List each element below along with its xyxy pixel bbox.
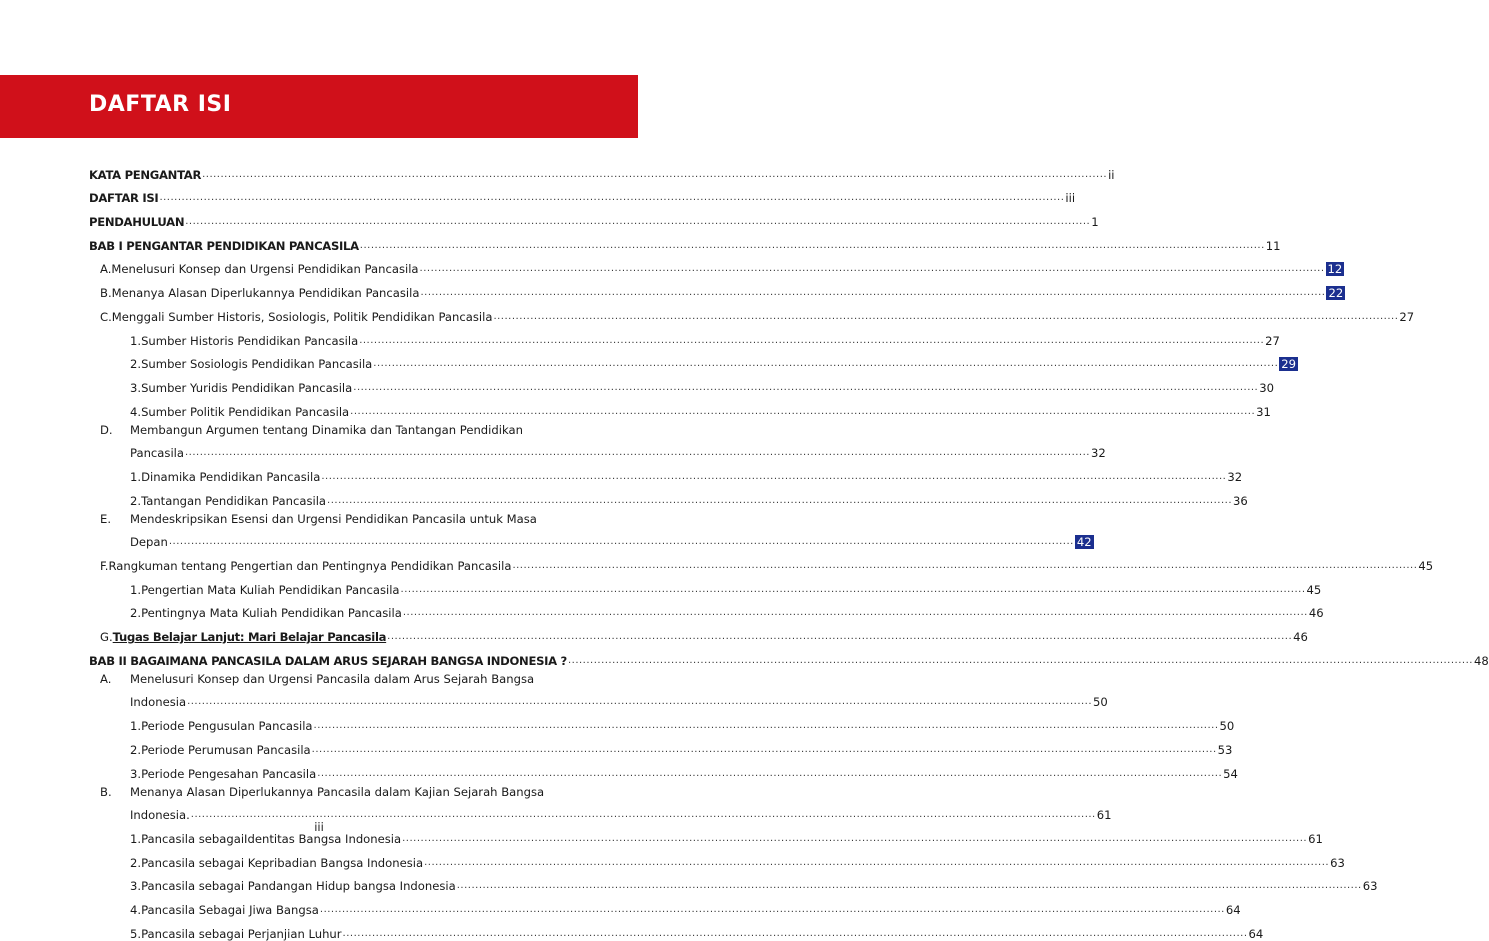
toc-entry-page: 45 <box>1306 582 1322 597</box>
toc-entry[interactable] <box>89 324 1280 348</box>
toc-entry-number: 2. <box>130 357 142 372</box>
toc-entry-number: 1. <box>130 333 142 348</box>
toc-entry-title: Indonesia. <box>130 808 190 823</box>
toc-entry[interactable] <box>89 686 1108 710</box>
toc-entry-number: G. <box>100 630 113 645</box>
toc-entry[interactable] <box>89 276 1344 301</box>
dot-leader <box>493 310 1398 324</box>
toc-entry-page: 64 <box>1248 926 1264 941</box>
dot-leader <box>353 381 1258 395</box>
toc-entry[interactable] <box>89 709 1235 734</box>
toc-entry[interactable] <box>89 437 1106 461</box>
toc-entry-title: Sumber Yuridis Pendidikan Pancasila <box>141 380 353 395</box>
toc-entry-title: Rangkuman tentang Pengertian dan Pentingnya Pendidikan Pancasila <box>108 559 512 573</box>
toc-entry-page: 50 <box>1219 719 1235 734</box>
toc-entry-title: Periode Pengusulan Pancasila <box>141 719 313 734</box>
toc-entry-number: D. <box>100 422 113 437</box>
toc-entry-page: 27 <box>1265 333 1280 348</box>
toc-entry-page: 27 <box>1399 309 1415 324</box>
toc-entry-title: Pengertian Mata Kuliah Pendidikan Pancasila <box>141 582 400 597</box>
toc-entry-number: B. <box>100 784 112 799</box>
toc-entry-number: 2. <box>130 855 142 870</box>
dot-leader <box>327 494 1232 508</box>
toc-entry-page: 1 <box>1091 215 1099 230</box>
toc-entry-number: B. <box>100 286 112 301</box>
toc-entry-page: 63 <box>1362 879 1378 894</box>
toc-entry-title: Indonesia <box>130 695 187 710</box>
toc-entry-title: Pancasila <box>130 446 184 461</box>
toc-entry-title: Tugas Belajar Lanjut: Mari Belajar Pancasila <box>112 630 387 645</box>
dot-leader <box>314 719 1219 733</box>
toc-entry-page: ii <box>1108 167 1115 182</box>
toc-entry-title: Menelusuri Konsep dan Urgensi Pancasila dalam Arus Sejarah Bangsa <box>130 671 535 686</box>
toc-entry-page: 11 <box>1265 238 1281 253</box>
toc-entry-title: Menanya Alasan Diperlukannya Pendidikan Pancasila <box>111 286 420 301</box>
toc-entry-title: Sumber Sosiologis Pendidikan Pancasila <box>141 357 373 372</box>
dot-leader <box>169 535 1074 549</box>
toc-entry-title: Pentingnya Mata Kuliah Pendidikan Pancasila <box>141 606 402 621</box>
toc-entry[interactable] <box>89 371 1274 395</box>
toc-entry-page: 30 <box>1259 380 1274 395</box>
toc-entry-page: 54 <box>1223 766 1238 781</box>
toc-entry-number: 3. <box>130 879 142 894</box>
toc-entry-title: Depan <box>130 535 168 550</box>
toc-entry[interactable] <box>89 597 1324 621</box>
toc-entry-number: 4. <box>130 902 142 917</box>
dot-leader <box>312 743 1217 757</box>
toc-entry[interactable] <box>89 158 1115 182</box>
toc-entry-number: 1. <box>130 469 142 484</box>
title-banner <box>0 75 638 138</box>
toc-entry-title: Sumber Politik Pendidikan Pancasila <box>141 404 350 419</box>
toc-entry-title: Menggali Sumber Historis, Sosiologis, Politik Pendidikan Pancasila <box>111 309 493 324</box>
toc-entry-page: 32 <box>1090 446 1106 461</box>
dot-leader <box>321 470 1226 484</box>
toc-entry[interactable] <box>89 757 1238 781</box>
dot-leader <box>420 286 1325 300</box>
toc-entry-title: DAFTAR ISI <box>89 191 159 206</box>
toc-entry[interactable] <box>89 644 1489 668</box>
dot-leader <box>424 856 1329 870</box>
toc-entry[interactable] <box>89 799 1112 823</box>
toc-entry-title: PENDAHULUAN <box>89 215 185 230</box>
toc-entry-title: Menelusuri Konsep dan Urgensi Pendidikan Pancasila <box>111 262 419 277</box>
toc-entry[interactable] <box>89 419 549 437</box>
toc-entry-page: 45 <box>1418 559 1434 573</box>
dot-leader <box>317 767 1222 781</box>
toc-entry[interactable] <box>89 205 1099 230</box>
toc-entry[interactable] <box>89 229 1281 253</box>
toc-entry[interactable] <box>89 508 549 526</box>
dot-leader <box>202 168 1107 182</box>
dot-leader <box>187 695 1092 709</box>
dot-leader <box>185 446 1090 460</box>
dot-leader <box>185 215 1090 229</box>
dot-leader <box>159 191 1064 205</box>
toc-entry-title: BAB II BAGAIMANA PANCASILA DALAM ARUS SEJARAH BANGSA INDONESIA ? <box>89 653 567 668</box>
toc-entry[interactable] <box>89 620 1308 645</box>
toc-entry-title: Tantangan Pendidikan Pancasila <box>141 493 327 508</box>
toc-entry[interactable] <box>89 253 1343 277</box>
toc-entry-number: 3. <box>130 380 142 395</box>
toc-entry-title: Membangun Argumen tentang Dinamika dan Tantangan Pendidikan <box>130 422 523 437</box>
dot-leader <box>343 927 1248 941</box>
toc-entry[interactable] <box>89 526 1092 550</box>
toc-entry-title: KATA PENGANTAR <box>89 167 202 182</box>
toc-entry-number: 1. <box>130 719 142 734</box>
toc-entry-number: 1. <box>130 831 142 846</box>
toc-entry-page: 32 <box>1227 469 1243 484</box>
toc-entry-number: A. <box>100 671 112 686</box>
toc-entry-page: 61 <box>1308 831 1323 846</box>
toc-entry-number: 3. <box>130 766 142 781</box>
dot-leader <box>360 239 1265 253</box>
toc-entry-number: 5. <box>130 926 142 941</box>
toc-entry-number: 2. <box>130 493 142 508</box>
toc-entry-title: Dinamika Pendidikan Pancasila <box>141 469 321 484</box>
toc-entry[interactable] <box>89 182 1076 206</box>
toc-entry-page: 53 <box>1217 742 1233 757</box>
toc-entry-title: Pancasila sebagai Pandangan Hidup bangsa Indonesia <box>141 879 456 894</box>
toc-entry-title: Pancasila sebagaiIdentitas Bangsa Indonesia <box>141 831 402 846</box>
dot-leader <box>359 334 1264 348</box>
toc-entry-page: 64 <box>1225 902 1241 917</box>
toc-entry-page: 29 <box>1281 357 1297 372</box>
toc-entry[interactable] <box>89 573 1322 597</box>
dot-leader <box>403 606 1308 620</box>
toc-entry-title: Sumber Historis Pendidikan Pancasila <box>141 333 359 348</box>
toc-entry-number: A. <box>100 262 112 277</box>
toc-entry-number: 2. <box>130 606 142 621</box>
dot-leader <box>320 903 1225 917</box>
toc-entry[interactable] <box>89 395 1271 419</box>
toc-entry[interactable] <box>89 668 549 686</box>
page-number: iii <box>314 820 324 834</box>
toc-entry-number: E. <box>100 511 112 526</box>
dot-leader <box>387 630 1292 644</box>
toc-entry-title: Menanya Alasan Diperlukannya Pancasila dalam Kajian Sejarah Bangsa <box>130 784 545 799</box>
dot-leader <box>401 583 1306 597</box>
toc-entry-page: 22 <box>1328 286 1344 301</box>
page-title: DAFTAR ISI <box>89 92 232 117</box>
toc-entry-page: 48 <box>1473 653 1489 668</box>
toc-entry-number: 4. <box>130 404 142 419</box>
toc-entry-page: 46 <box>1293 630 1308 645</box>
toc-entry-title: Pancasila Sebagai Jiwa Bangsa <box>141 902 319 917</box>
toc-entry[interactable] <box>89 917 1264 941</box>
toc-entry-page: 36 <box>1233 493 1248 508</box>
dot-leader <box>457 879 1362 893</box>
toc-entry-page: 61 <box>1096 808 1112 823</box>
toc-entry[interactable] <box>89 893 1241 917</box>
toc-entry-page: 63 <box>1330 855 1345 870</box>
toc-entry-page: 50 <box>1093 695 1108 710</box>
toc-entry-page: 31 <box>1256 404 1271 419</box>
toc-entry-page: 46 <box>1308 606 1324 621</box>
toc-entry-title: Pancasila sebagai Kepribadian Bangsa Indonesia <box>141 855 424 870</box>
dot-leader <box>420 262 1325 276</box>
toc-entry[interactable] <box>89 484 1248 508</box>
toc-entry-title: BAB I PENGANTAR PENDIDIKAN PANCASILA <box>89 238 359 253</box>
toc-entry[interactable] <box>89 300 1415 324</box>
toc-entry[interactable] <box>89 781 549 799</box>
toc-entry-title: Periode Perumusan Pancasila <box>141 742 311 757</box>
toc-entry-number: C. <box>100 309 112 324</box>
toc-entry-number: 2. <box>130 742 142 757</box>
toc-entry[interactable] <box>89 460 1243 484</box>
dot-leader <box>350 405 1255 419</box>
toc-entry-title: Periode Pengesahan Pancasila <box>141 766 317 781</box>
toc-entry-title: Pancasila sebagai Perjanjian Luhur <box>141 926 342 941</box>
toc-entry-page: 42 <box>1076 535 1092 550</box>
dot-leader <box>568 654 1473 668</box>
toc-entry-page: iii <box>1065 191 1076 206</box>
toc-entry[interactable] <box>89 846 1345 870</box>
dot-leader <box>512 559 1417 573</box>
toc-entry-page: 12 <box>1327 262 1343 277</box>
toc-entry[interactable] <box>89 348 1297 372</box>
toc-entry-title: Mendeskripsikan Esensi dan Urgensi Pendidikan Pancasila untuk Masa <box>130 511 537 526</box>
toc-entry[interactable] <box>89 549 1434 573</box>
dot-leader <box>373 357 1278 371</box>
toc-entry[interactable] <box>89 733 1233 757</box>
toc-entry-number: 1. <box>130 582 142 597</box>
toc-entry[interactable] <box>89 870 1378 894</box>
toc-entry-number: F. <box>100 559 109 573</box>
